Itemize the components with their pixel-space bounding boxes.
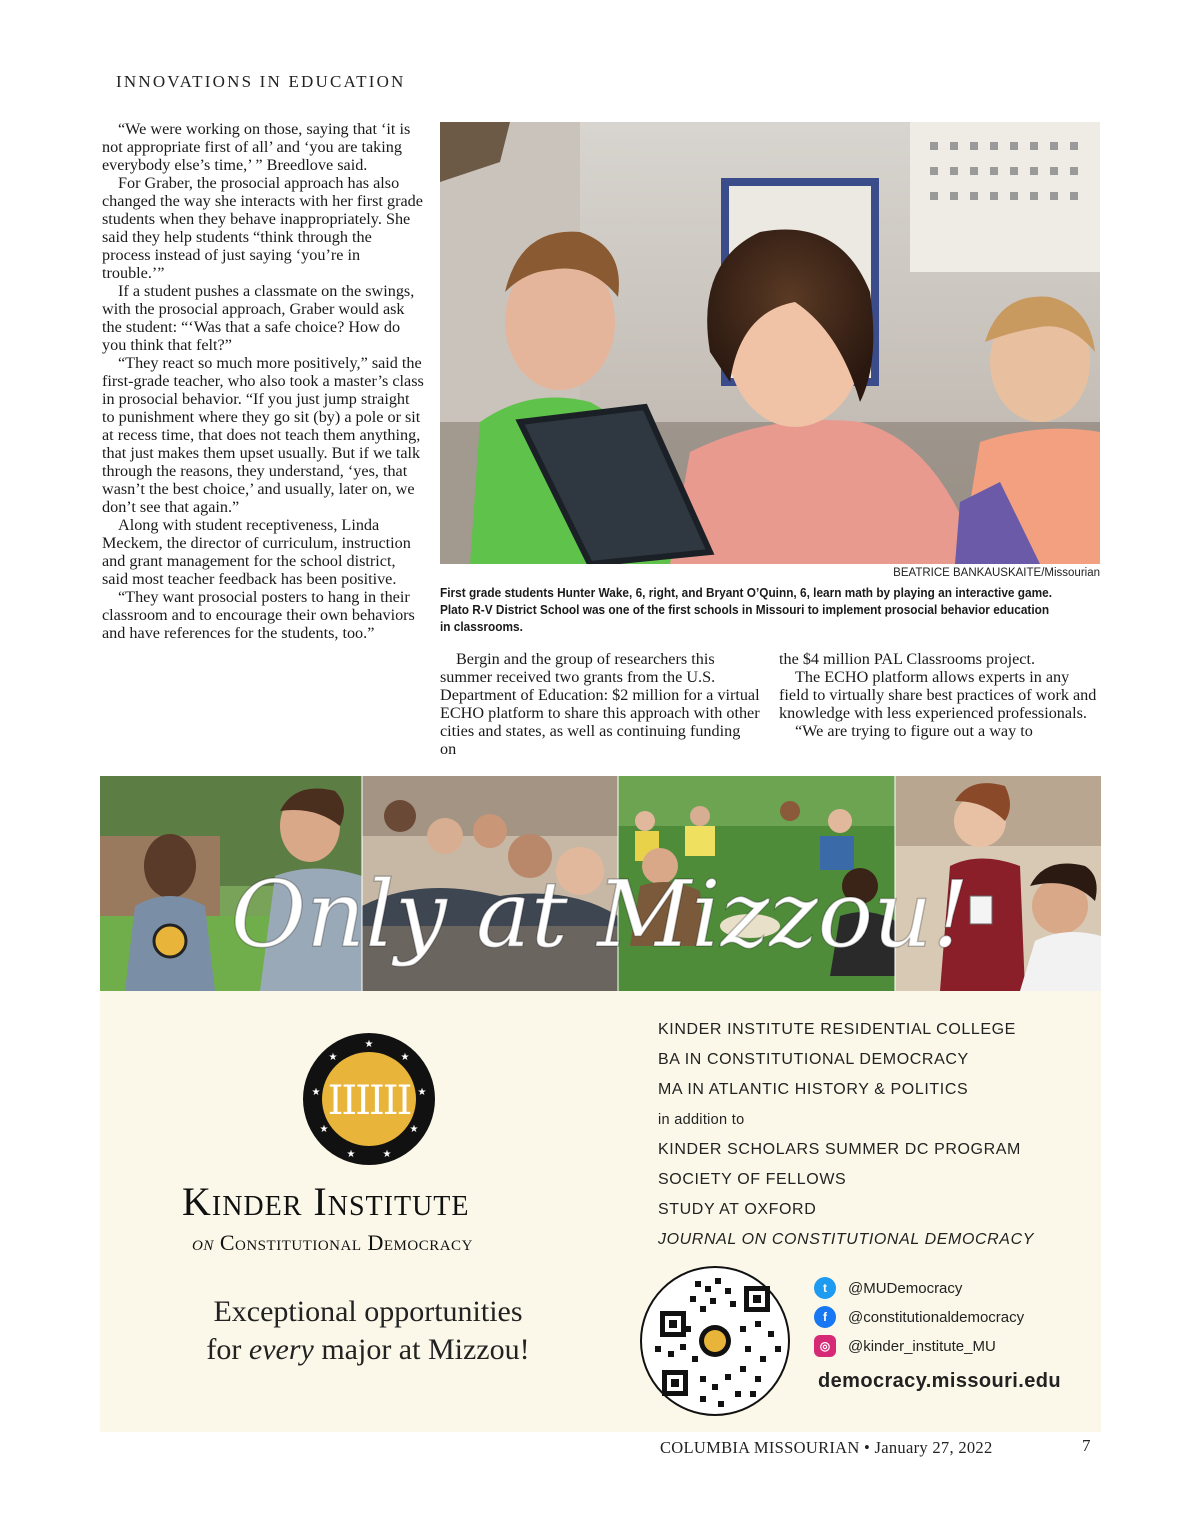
paragraph: “They want prosocial posters to hang in their classroom and to encourage their own behaviors and have references for the students, too.” (102, 588, 415, 642)
paragraph: “We were working on those, saying that ‘it is not appropriate first of all’ and ‘you are taking everybody else’s time,’ ” Breedlove said. (102, 120, 411, 174)
program-item: BA IN CONSTITUTIONAL DEMOCRACY (658, 1051, 969, 1068)
paragraph: “They react so much more positively,” said the first-grade teacher, who also took a master’s class in prosocial behavior. “If you just jump straight to punishment where they go sit (by) a pole or sit at recess time, that does not teach them anything, that just makes them upset usually. But if we talk through the reasons, they understand, ‘yes, that wasn’t the best choice,’ and usually, later on, we don’t see that again.” (102, 354, 424, 516)
instagram-icon: ◎ (814, 1335, 836, 1357)
social-facebook[interactable] (814, 1306, 1024, 1328)
svg-text:★: ★ (328, 1052, 338, 1063)
paragraph: Along with student receptiveness, Linda Meckem, the director of curriculum, instruction and grant management for the school district, said most teacher feedback has been positive. (102, 516, 411, 588)
svg-text:★: ★ (417, 1087, 427, 1098)
facebook-handle: @constitutionaldemocracy (848, 1308, 1025, 1326)
ad-photo-band (100, 776, 1101, 991)
svg-text:★: ★ (346, 1149, 356, 1160)
org-sub: Constitutional Democracy (219, 1230, 473, 1255)
page-number: 7 (1082, 1436, 1091, 1455)
paragraph: If a student pushes a classmate on the swings, with the prosocial approach, Graber would ask the student: “‘Was that a safe choice? How do you think that felt?” (102, 282, 415, 354)
qr-code-icon[interactable] (640, 1266, 790, 1416)
publication-footer: COLUMBIA MISSOURIAN • January 27, 2022 (660, 1438, 993, 1457)
svg-text:★: ★ (364, 1039, 374, 1050)
program-item: MA IN ATLANTIC HISTORY & POLITICS (658, 1081, 969, 1098)
classroom-photo (440, 122, 1100, 564)
article-column-right (779, 650, 1101, 740)
svg-text:★: ★ (382, 1149, 392, 1160)
tagline-line-2 (182, 1331, 554, 1369)
svg-text:★: ★ (319, 1124, 329, 1135)
twitter-icon: t (814, 1277, 836, 1299)
social-twitter[interactable] (814, 1277, 962, 1299)
kinder-logo-icon (302, 1032, 436, 1166)
org-subtitle (192, 1230, 473, 1256)
svg-text:★: ★ (409, 1124, 419, 1135)
program-list (658, 1020, 1034, 1260)
org-name: Kinder Institute (182, 1179, 470, 1224)
program-item: STUDY AT OXFORD (658, 1201, 817, 1218)
tagline-line-1: Exceptional opportunities (213, 1295, 523, 1328)
photo-caption: First grade students Hunter Wake, 6, right, and Bryant O’Quinn, 6, learn math by playing an interactive game. Plato R-V District School was one of the first schools in Missouri to implement prosocial behavior education in classrooms. (440, 586, 1052, 634)
facebook-icon: f (814, 1306, 836, 1328)
tagline-2em: every (248, 1333, 314, 1366)
paragraph: The ECHO platform allows experts in any field to virtually share best practices of work and knowledge with less experienced professionals. (779, 668, 1097, 722)
logo-mark: IIIIII (327, 1078, 411, 1124)
social-instagram[interactable] (814, 1335, 996, 1357)
in-addition-text: in addition to (658, 1112, 745, 1128)
tagline-2a: for (206, 1333, 249, 1366)
paragraph: For Graber, the prosocial approach has also changed the way she interacts with her first grade students when they behave inappropriately. She said they help students “think through the process instead of just saying ‘you’re in trouble.’” (102, 174, 423, 282)
website-link[interactable]: democracy.missouri.edu (818, 1370, 1061, 1392)
photo-credit: BEATRICE BANKAUSKAITE/Missourian (893, 567, 1100, 579)
article-column-left (102, 120, 424, 642)
article-column-middle (440, 650, 760, 758)
paragraph: Bergin and the group of researchers this summer received two grants from the U.S. Department of Education: $2 million for a virtual ECHO platform to share this approach with other cities and states, as well as continuing funding on (440, 650, 760, 758)
program-item: SOCIETY OF FELLOWS (658, 1171, 847, 1188)
tagline-2b: major at Mizzou! (313, 1333, 530, 1366)
paragraph: “We are trying to figure out a way to (795, 722, 1033, 740)
program-item: KINDER SCHOLARS SUMMER DC PROGRAM (658, 1141, 1021, 1158)
ad-tagline (182, 1293, 554, 1369)
journal-item: JOURNAL ON CONSTITUTIONAL DEMOCRACY (658, 1231, 1035, 1248)
org-sub-on: on (192, 1230, 214, 1255)
section-heading: INNOVATIONS IN EDUCATION (116, 72, 406, 91)
paragraph: the $4 million PAL Classrooms project. (779, 650, 1035, 668)
twitter-handle: @MUDemocracy (848, 1279, 963, 1297)
ad-headline: Only at Mizzou! (230, 861, 970, 968)
program-item: KINDER INSTITUTE RESIDENTIAL COLLEGE (658, 1021, 1016, 1038)
svg-text:★: ★ (400, 1052, 410, 1063)
svg-text:★: ★ (311, 1087, 321, 1098)
instagram-handle: @kinder_institute_MU (848, 1337, 996, 1355)
